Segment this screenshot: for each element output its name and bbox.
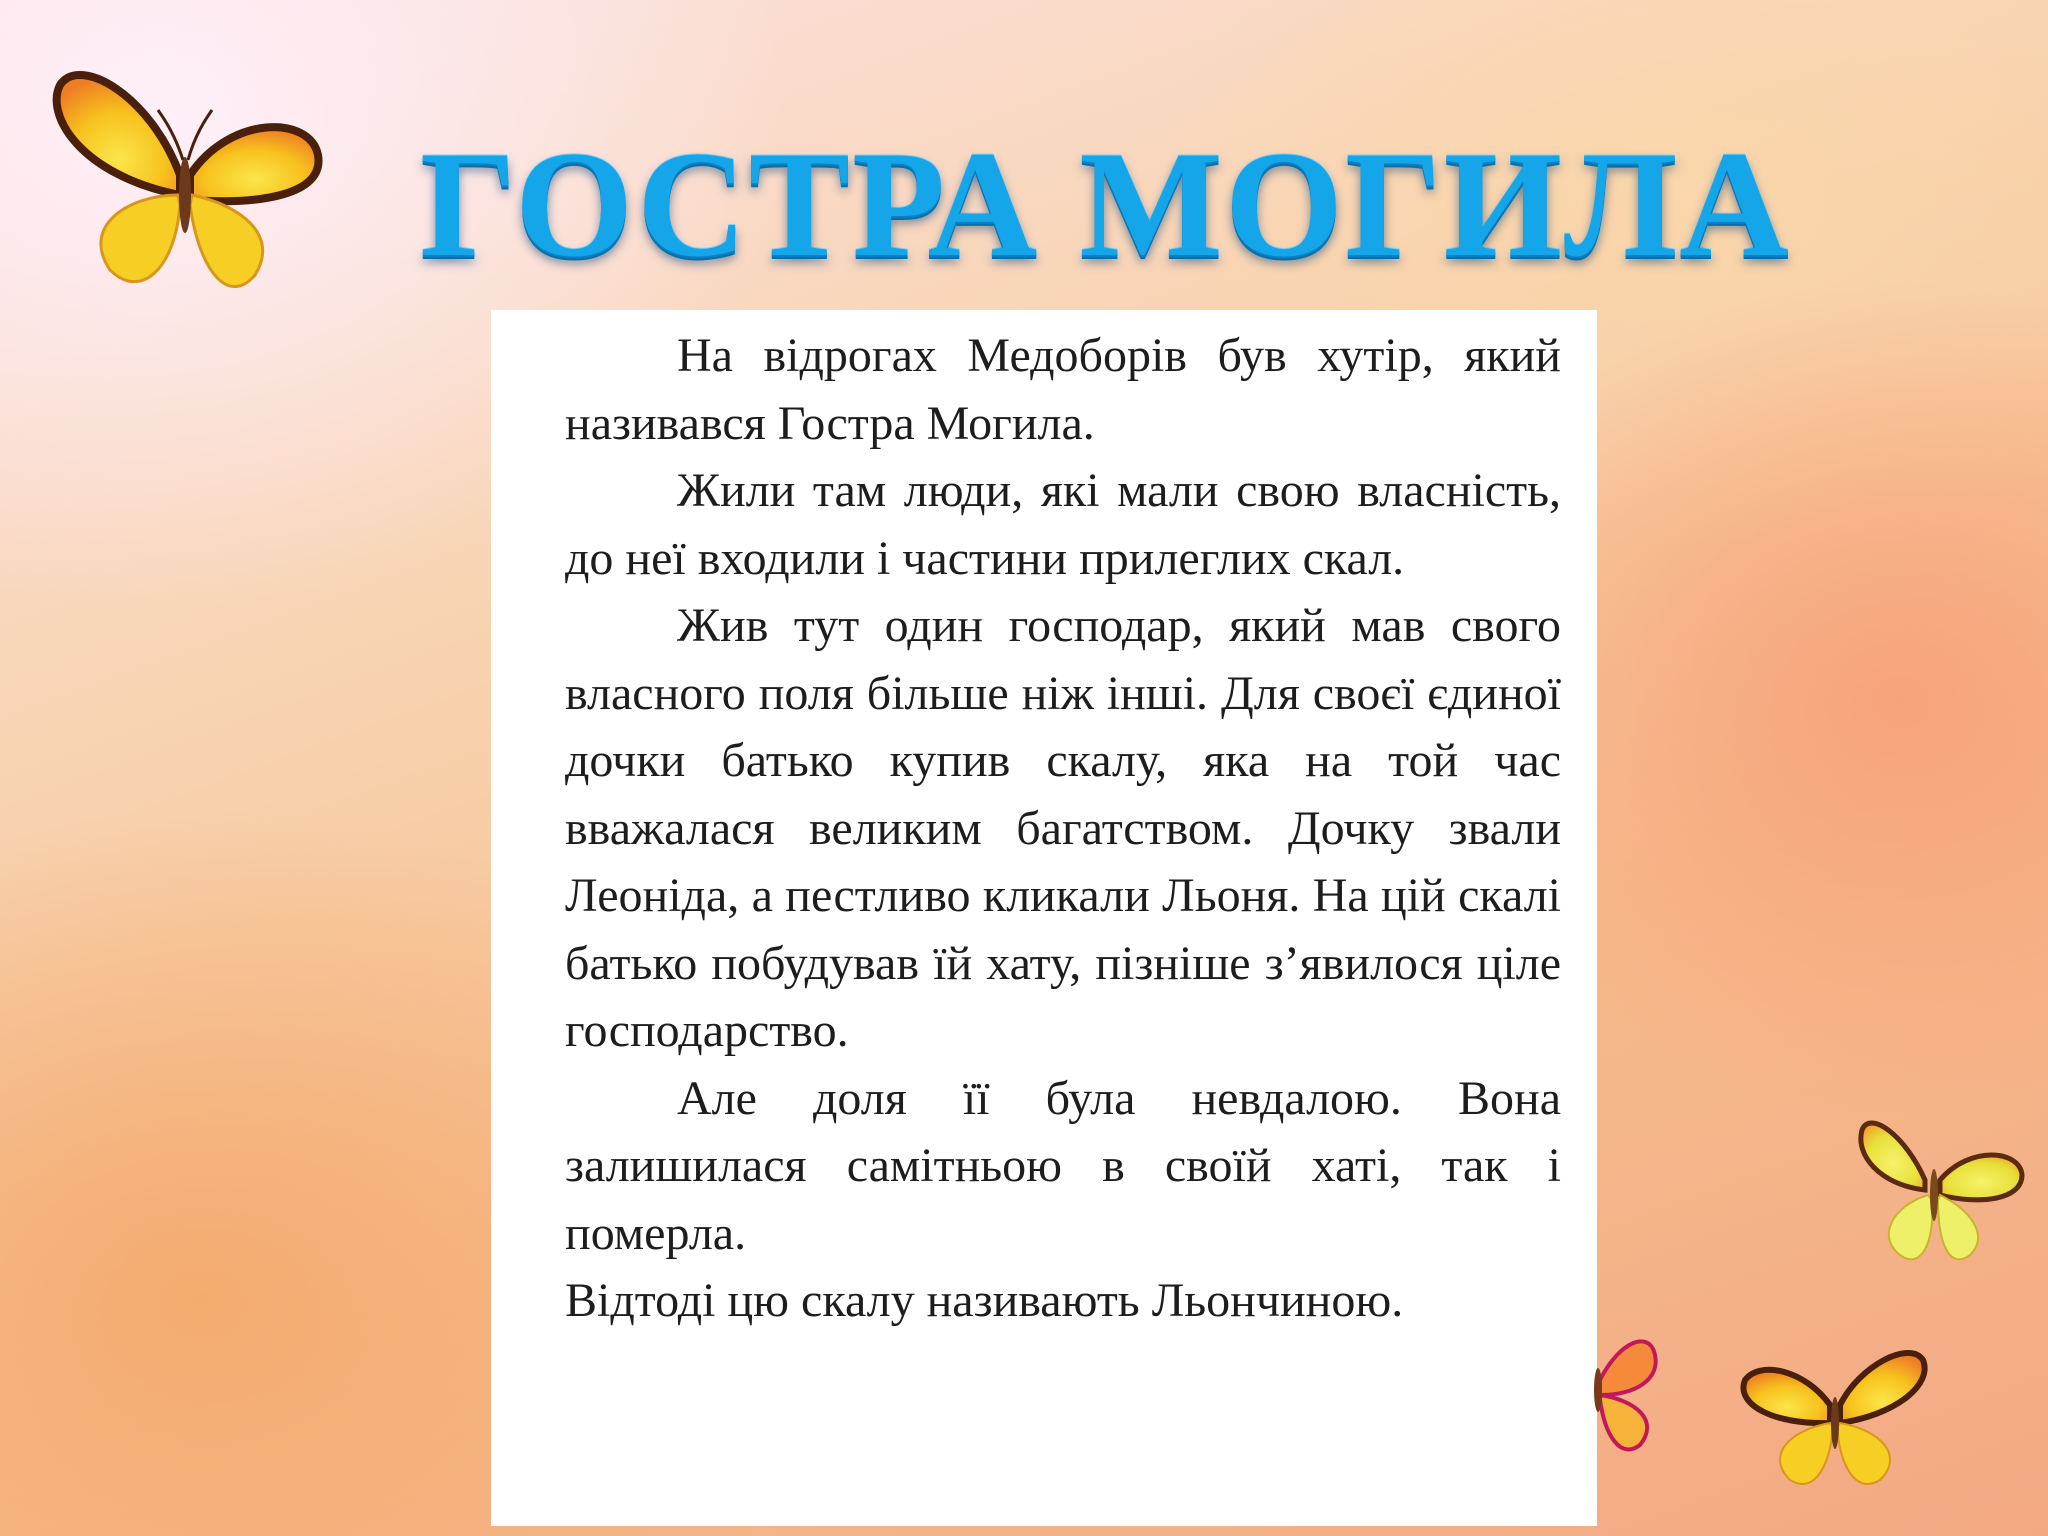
paragraph-5: Відтоді цю скалу називають Льончиною.	[565, 1274, 1404, 1327]
butterfly-icon	[1735, 1335, 1935, 1495]
paragraph-2: Жили там люди, які мали свою власність, до неї входили і частини прилеглих скал.	[565, 464, 1561, 585]
slide-title: ГОСТРА МОГИЛА	[420, 120, 1791, 288]
paragraph-1: На відрогах Медоборів був хутір, який називався Гостра Могила.	[565, 329, 1561, 450]
paragraph-4: Але доля її була невдалою. Вона залишилася самітньою в своїй хаті, так і померла.	[565, 1071, 1561, 1260]
paragraph-3: Жив тут один господар, який мав свого власного поля більше ніж інші. Для своєї єдиної дочки батько купив скалу, яка на той час вважалася великим багатством. Дочку звали Леоніда, а пестливо кликали Льоня. На цій скалі батько побудував їй хату, пізніше з’явилося ціле господарство.	[565, 599, 1561, 1057]
butterfly-icon	[40, 55, 330, 305]
butterfly-icon	[1850, 1095, 2030, 1275]
butterfly-icon	[1540, 1310, 1670, 1460]
text-card	[491, 310, 1597, 1526]
